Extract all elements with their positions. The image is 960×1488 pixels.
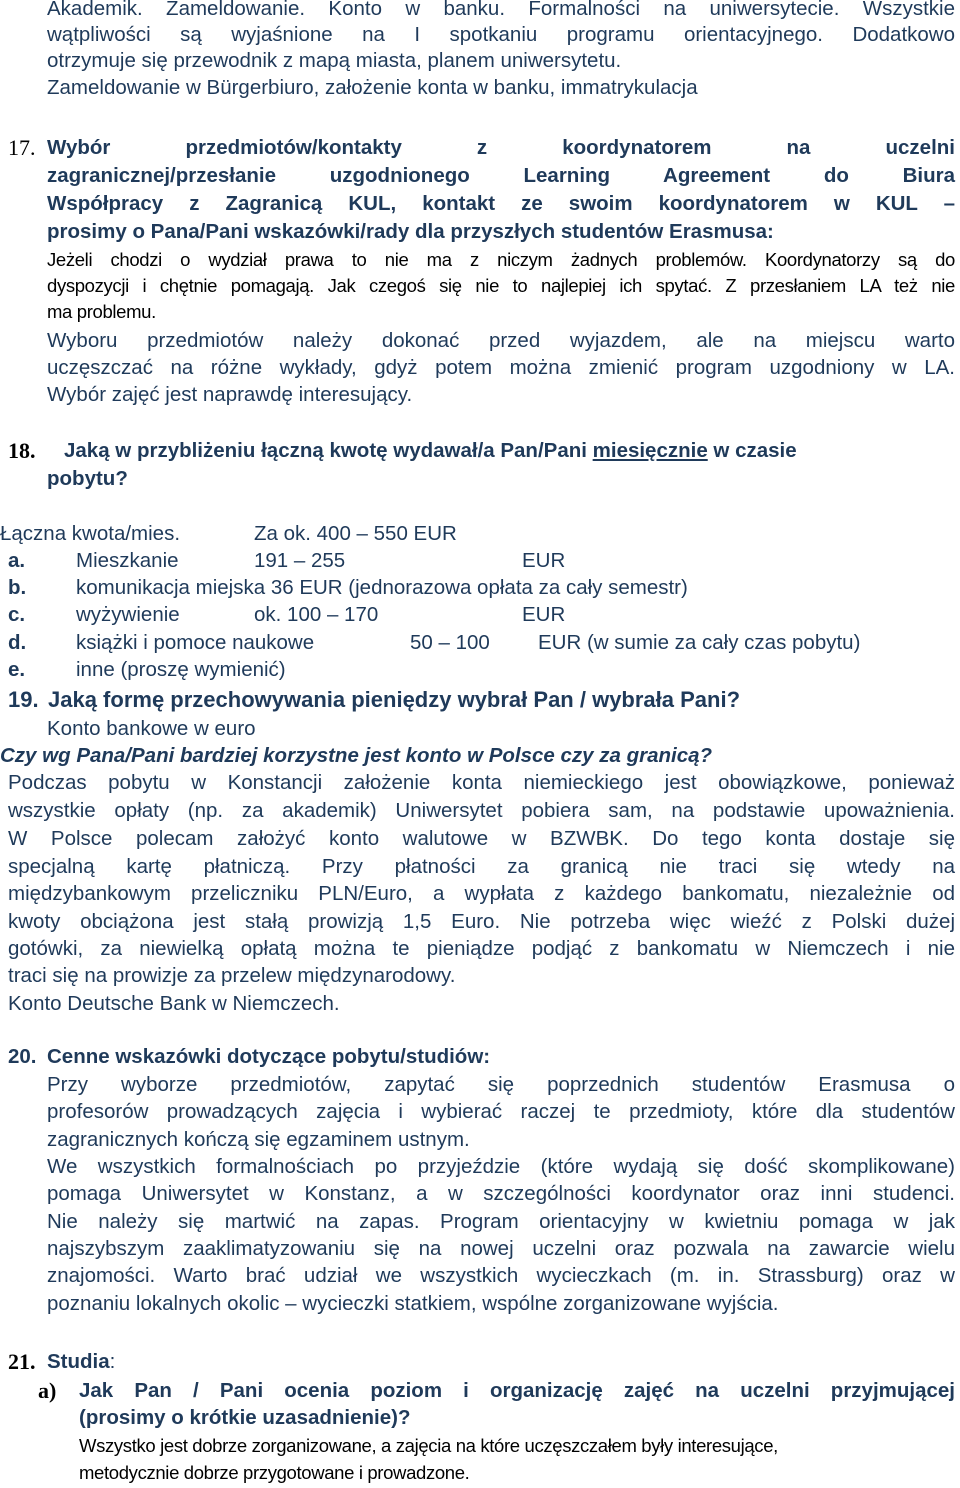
intro-line: otrzymuje się przewodnik z mapą miasta, planem uniwersytetu. — [47, 49, 622, 72]
answer-line: Nie należy się martwić na zapas. Program orientacyjny w kwietniu pomaga w jak — [47, 1210, 955, 1233]
question-heading-line: pobytu? — [47, 467, 128, 490]
sub-question-heading: (prosimy o krótkie uzasadnienie)? — [79, 1406, 411, 1429]
intro-line: Zameldowanie w Bürgerbiuro, założenie konta w banku, immatrykulacja — [47, 76, 698, 99]
question-heading-line: Współpracy z Zagranicą KUL, kontakt ze swoim koordynatorem w KUL – — [47, 192, 955, 215]
answer-line: gotówki, za niewielką opłatą można te pieniądze podjąć z bankomatu w Niemczech i nie — [8, 937, 955, 960]
question-heading-line: prosimy o Pana/Pani wskazówki/rady dla przyszłych studentów Erasmusa: — [47, 220, 774, 243]
answer-line: dyspozycji i chętnie pomagają. Jak czegoś się nie to najlepiej ich spytać. Z przesłaniem LA też nie — [47, 275, 955, 296]
answer-line: poznaniu lokalnych okolic – wycieczki statkiem, wspólne zorganizowane wyjścia. — [47, 1292, 779, 1315]
answer-line: W Polsce polecam założyć konto walutowe w BZWBK. Do tego konta dostaje się — [8, 827, 955, 850]
heading-text: Jaką w przybliżeniu łączną kwotę wydawał/a Pan/Pani — [64, 439, 593, 462]
expense-label: Mieszkanie — [76, 549, 179, 572]
expense-currency: EUR — [522, 603, 566, 626]
intro-line: Akademik. Zameldowanie. Konto w banku. Formalności na uniwersytecie. Wszystkie — [47, 0, 955, 20]
expense-amount: 191 – 255 — [254, 549, 346, 572]
answer-line: specjalną kartę płatniczą. Przy płatności za granicą nie traci się wtedy na — [8, 855, 955, 878]
expense-label: inne (proszę wymienić) — [76, 658, 286, 681]
expense-amount: ok. 100 – 170 — [254, 603, 379, 626]
total-label: Łączna kwota/mies. — [0, 522, 181, 545]
answer-line: międzybankowym przeliczniku PLN/Euro, a wypłata z każdego bankomatu, niezależnie od — [8, 882, 955, 905]
expense-letter: b. — [8, 576, 27, 599]
total-value: Za ok. 400 – 550 EUR — [254, 522, 457, 545]
answer-line: Podczas pobytu w Konstancji założenie konta niemieckiego jest obowiązkowe, ponieważ — [8, 771, 955, 794]
answer-line: kwoty obciążona jest stałą prowizją 1,5 Euro. Nie potrzeba więc wieźć z Polski dużej — [8, 910, 955, 933]
expense-letter: a. — [8, 549, 26, 572]
expense-currency: EUR (w sumie za cały czas pobytu) — [538, 631, 861, 654]
answer-line: znajomości. Warto brać udział we wszystkich wycieczkach (m. in. Strassburg) oraz w — [47, 1264, 955, 1287]
answer-line: Wszystko jest dobrze zorganizowane, a zajęcia na które uczęszczałem były interesujące, — [79, 1435, 778, 1456]
answer-line: Przy wyborze przedmiotów, zapytać się poprzednich studentów Erasmusa o — [47, 1073, 955, 1096]
sub-question-letter: a) — [38, 1378, 57, 1403]
answer-line: Konto Deutsche Bank w Niemczech. — [8, 992, 340, 1015]
answer-line: Wyboru przedmiotów należy dokonać przed wyjazdem, ale na miejscu warto — [47, 329, 955, 352]
heading-text: Studia — [47, 1350, 110, 1373]
question-heading: Cenne wskazówki dotyczące pobytu/studiów: — [47, 1045, 491, 1068]
question-number: 17. — [8, 135, 36, 160]
question-heading — [47, 1348, 115, 1375]
answer-line: traci się na prowizje za przelew międzynarodowy. — [8, 964, 456, 987]
question-number: 18. — [8, 438, 36, 463]
answer-line: profesorów prowadzących zajęcia i wybierać raczej te przedmioty, które dla studentów — [47, 1100, 955, 1123]
intro-line: wątpliwości są wyjaśnione na I spotkaniu programu orientacyjnego. Dodatkowo — [47, 23, 955, 46]
answer-line: metodycznie dobrze przygotowane i prowadzone. — [79, 1462, 470, 1483]
expense-currency: EUR — [522, 549, 566, 572]
answer-line: zagranicznych kończą się egzaminem ustnym. — [47, 1128, 470, 1151]
expense-label: komunikacja miejska 36 EUR (jednorazowa opłata za cały semestr) — [76, 576, 688, 599]
expense-letter: c. — [8, 603, 26, 626]
answer-line: uczęszczać na różne wykłady, gdyż potem można zmienić program uzgodniony w LA. — [47, 356, 955, 379]
expense-label: wyżywienie — [76, 603, 180, 626]
expense-letter: d. — [8, 631, 27, 654]
expense-amount: 50 – 100 — [410, 631, 490, 654]
sub-question-heading: Jak Pan / Pani ocenia poziom i organizację zajęć na uczelni przyjmującej — [79, 1379, 955, 1402]
sub-question: Czy wg Pana/Pani bardziej korzystne jest konto w Polsce czy za granicą? — [0, 744, 713, 767]
answer-line: Konto bankowe w euro — [47, 717, 256, 740]
question-number: 21. — [8, 1349, 36, 1374]
heading-colon: : — [109, 1350, 116, 1373]
heading-text: w czasie — [707, 439, 797, 462]
answer-line: pomaga Uniwersytet w Konstanz, a w szczególności koordynator oraz inni studenci. — [47, 1182, 955, 1205]
answer-line: najszybszym zaaklimatyzowaniu się na nowej uczelni oraz pozwala na zawarcie wielu — [47, 1237, 955, 1260]
question-heading: Jaką formę przechowywania pieniędzy wybrał Pan / wybrała Pani? — [48, 687, 741, 712]
heading-emphasis: miesięcznie — [592, 439, 708, 462]
answer-line: wszystkie opłaty (np. za akademik) Uniwersytet pobiera sam, na podstawie upoważnienia. — [8, 799, 955, 822]
question-heading-line — [64, 437, 955, 464]
answer-line: We wszystkich formalnościach po przyjeździe (które wydają się dość skomplikowane) — [47, 1155, 955, 1178]
question-number: 20. — [8, 1045, 37, 1068]
expense-label: książki i pomoce naukowe — [76, 631, 315, 654]
question-heading-line: Wybór przedmiotów/kontakty z koordynatorem na uczelni — [47, 136, 955, 159]
question-heading-line: zagranicznej/przesłanie uzgodnionego Learning Agreement do Biura — [47, 164, 955, 187]
answer-line: Jeżeli chodzi o wydział prawa to nie ma z niczym żadnych problemów. Koordynatorzy są do — [47, 249, 955, 270]
answer-line: Wybór zajęć jest naprawdę interesujący. — [47, 383, 413, 406]
answer-line: ma problemu. — [47, 301, 156, 322]
expense-letter: e. — [8, 658, 26, 681]
question-number: 19. — [8, 687, 39, 712]
